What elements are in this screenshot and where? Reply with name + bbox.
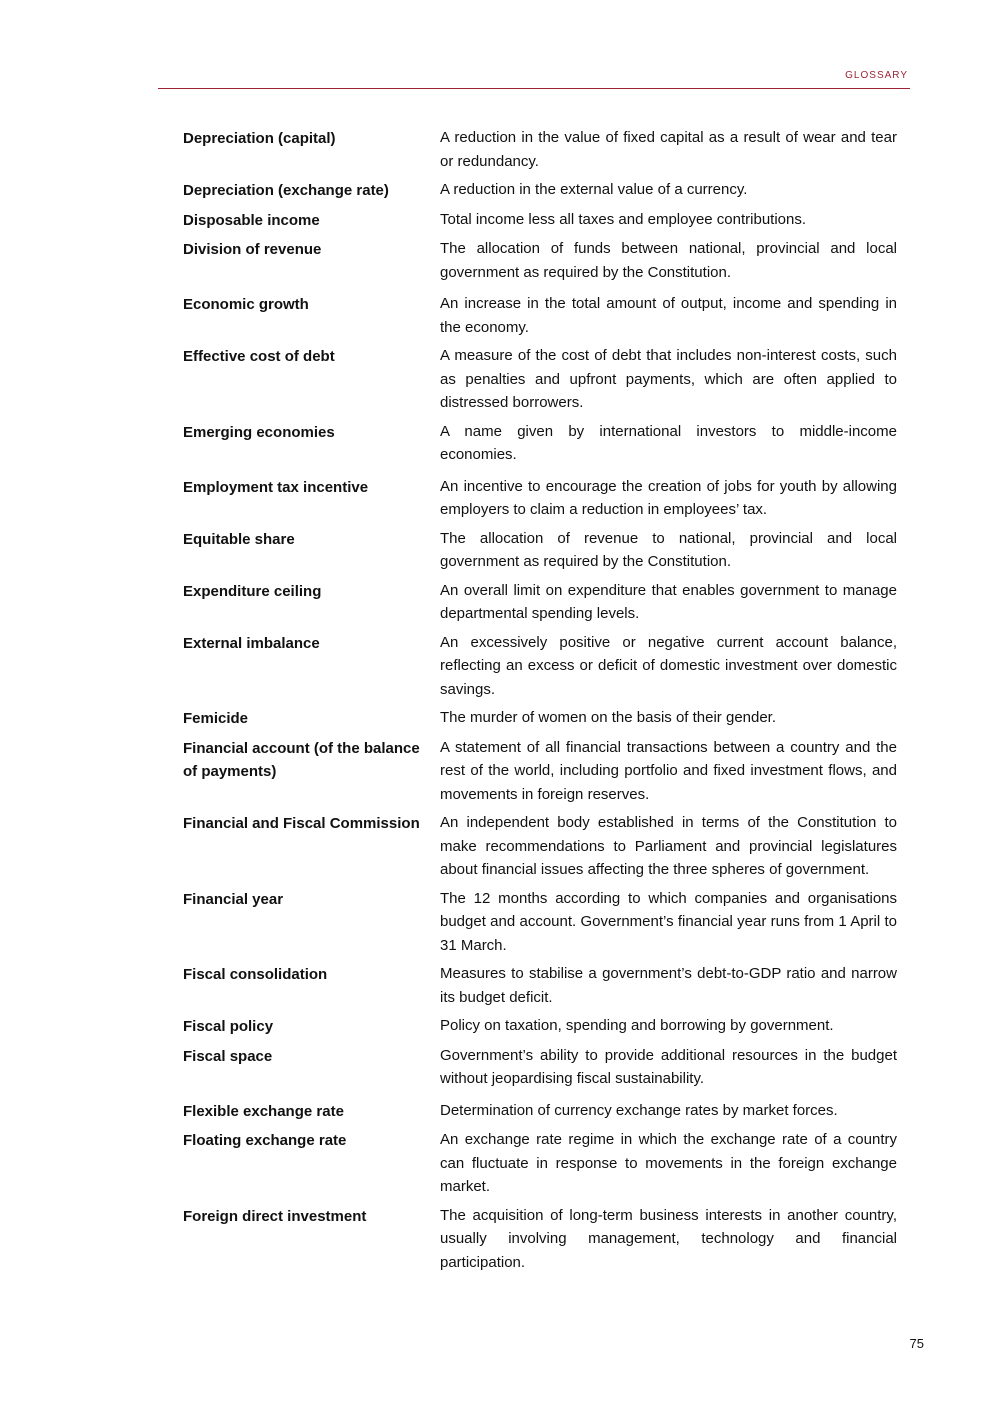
glossary-definition: Total income less all taxes and employee contributions. <box>440 210 807 228</box>
glossary-definition: A reduction in the value of fixed capital as a result of wear and tear or redundancy. <box>440 129 897 170</box>
glossary-entry <box>183 1099 897 1124</box>
glossary-term: Effective cost of debt <box>183 348 335 365</box>
glossary-entry <box>183 178 897 203</box>
glossary-entry <box>183 962 897 1009</box>
glossary-definition: Determination of currency exchange rates by market forces. <box>440 1101 838 1119</box>
glossary-definition: A reduction in the external value of a currency. <box>440 181 748 198</box>
glossary-entry <box>183 344 897 415</box>
glossary-entry <box>183 631 897 702</box>
glossary-definition: The allocation of revenue to national, provincial and local government as required by the Constitution. <box>440 529 897 570</box>
glossary-entry <box>183 237 897 284</box>
glossary-term: Flexible exchange rate <box>183 1102 344 1120</box>
page-number: 75 <box>909 1336 924 1351</box>
glossary-term: Employment tax incentive <box>183 478 369 496</box>
glossary-definition: A name given by international investors to middle-income economies. <box>440 422 897 463</box>
glossary-entry <box>183 887 897 958</box>
glossary-definition: The allocation of funds between national, provincial and local government as required by the Constitution. <box>440 240 897 281</box>
glossary-definition: The acquisition of long-term business interests in another country, usually involving management, technology and financial participation. <box>440 1206 897 1271</box>
glossary-term: Emerging economies <box>183 423 335 441</box>
glossary-list <box>183 126 897 1279</box>
glossary-definition: The murder of women on the basis of their gender. <box>440 709 777 726</box>
glossary-term: Expenditure ceiling <box>183 582 322 600</box>
glossary-definition: An increase in the total amount of output, income and spending in the economy. <box>440 295 897 336</box>
glossary-term: Depreciation (capital) <box>183 130 336 147</box>
glossary-term: Financial and Fiscal Commission <box>183 815 420 832</box>
glossary-term: Fiscal space <box>183 1047 273 1065</box>
glossary-term: Financial account (of the balance of payments) <box>183 739 420 780</box>
glossary-entry <box>183 126 897 173</box>
glossary-definition: An overall limit on expenditure that enables government to manage departmental spending levels. <box>440 581 897 622</box>
glossary-definition: An incentive to encourage the creation of jobs for youth by allowing employers to claim a reduction in employees’ tax. <box>440 477 897 518</box>
glossary-entry <box>183 292 897 339</box>
glossary-term: Fiscal consolidation <box>183 966 328 983</box>
glossary-definition: Measures to stabilise a government’s debt-to-GDP ratio and narrow its budget deficit. <box>440 965 897 1006</box>
glossary-entry <box>183 475 897 522</box>
glossary-term: Depreciation (exchange rate) <box>183 182 389 199</box>
glossary-definition: An excessively positive or negative current account balance, reflecting an excess or deficit of domestic investment over domestic savings. <box>440 633 897 698</box>
glossary-entry <box>183 1128 897 1199</box>
glossary-definition: Policy on taxation, spending and borrowing by government. <box>440 1017 834 1034</box>
glossary-term: Disposable income <box>183 211 320 229</box>
glossary-entry <box>183 811 897 882</box>
glossary-definition: A statement of all financial transactions between a country and the rest of the world, including portfolio and fixed investment flows, and movements in foreign reserves. <box>440 738 897 803</box>
glossary-entry <box>183 1044 897 1091</box>
glossary-term: Foreign direct investment <box>183 1207 367 1225</box>
glossary-term: Economic growth <box>183 296 309 313</box>
glossary-term: Equitable share <box>183 530 295 548</box>
glossary-definition: The 12 months according to which companies and organisations budget and account. Government’s financial year runs from 1 April to 31 March. <box>440 889 897 954</box>
header-divider <box>158 88 910 89</box>
glossary-term: External imbalance <box>183 634 320 652</box>
glossary-term: Femicide <box>183 710 249 727</box>
glossary-term: Division of revenue <box>183 241 322 258</box>
glossary-entry <box>183 706 897 731</box>
glossary-entry <box>183 527 897 574</box>
glossary-definition: A measure of the cost of debt that includes non-interest costs, such as penalties and upfront payments, which are often applied to distressed borrowers. <box>440 347 897 411</box>
glossary-entry <box>183 420 897 467</box>
glossary-entry <box>183 1014 897 1039</box>
glossary-definition: An exchange rate regime in which the exchange rate of a country can fluctuate in response to movements in the foreign exchange market. <box>440 1131 897 1195</box>
section-label: GLOSSARY <box>845 70 908 81</box>
glossary-definition: Government’s ability to provide additional resources in the budget without jeopardising fiscal sustainability. <box>440 1046 897 1087</box>
glossary-term: Fiscal policy <box>183 1018 274 1035</box>
glossary-definition: An independent body established in terms of the Constitution to make recommendations to Parliament and provincial legislatures about financial issues affecting the three spheres of government. <box>440 814 897 878</box>
glossary-term: Floating exchange rate <box>183 1132 347 1149</box>
glossary-term: Financial year <box>183 890 284 908</box>
glossary-entry <box>183 736 897 807</box>
glossary-entry <box>183 208 897 233</box>
glossary-entry <box>183 579 897 626</box>
glossary-entry <box>183 1204 897 1275</box>
